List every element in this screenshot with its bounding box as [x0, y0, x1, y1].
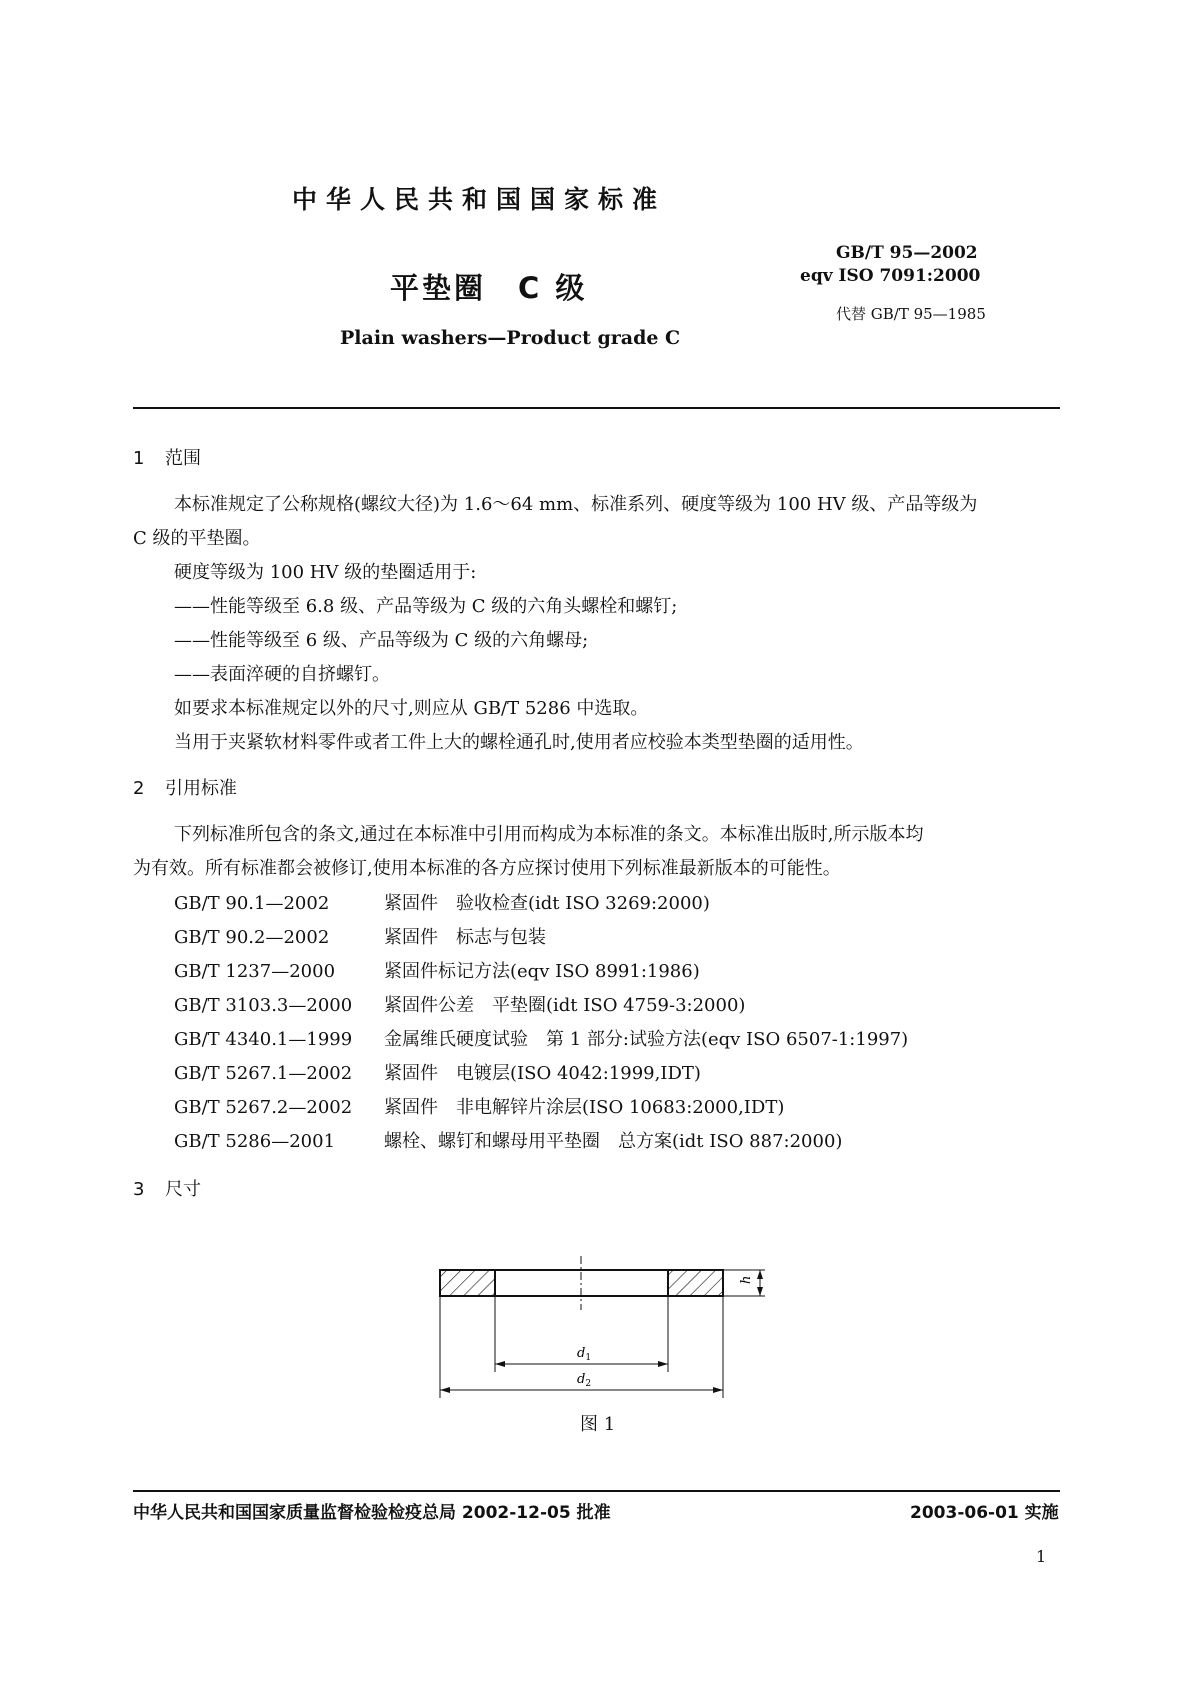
paragraph: 本标准规定了公称规格(螺纹大径)为 1.6～64 mm、标准系列、硬度等级为 100 HV 级、产品等级为: [174, 494, 978, 515]
header-divider: [133, 407, 1060, 409]
paragraph: 如要求本标准规定以外的尺寸,则应从 GB/T 5286 中选取。: [174, 698, 649, 719]
reference-code: GB/T 5286—2001: [174, 1131, 336, 1152]
d2-arrow-right: [713, 1387, 723, 1393]
page-number: 1: [1036, 1547, 1047, 1566]
document-title-en: Plain washers—Product grade C: [340, 327, 681, 349]
paragraph: 当用于夹紧软材料零件或者工件上大的螺栓通孔时,使用者应校验本类型垫圈的适用性。: [174, 732, 864, 753]
section-number: 2: [133, 778, 145, 799]
figure-caption: 图 1: [580, 1414, 616, 1435]
reference-item: [174, 1025, 908, 1051]
reference-item: [174, 923, 546, 949]
washer-section-right: [668, 1270, 723, 1296]
d1-arrow-right: [658, 1361, 668, 1367]
reference-item: [174, 991, 745, 1017]
reference-title: 金属维氏硬度试验 第 1 部分:试验方法(eqv ISO 6507-1:1997): [384, 1029, 909, 1050]
implementation-date: 2003-06-01 实施: [910, 1503, 1059, 1523]
standard-equivalence: eqv ISO 7091:2000: [800, 266, 981, 286]
section-title: 范围: [165, 448, 201, 469]
reference-title: 紧固件 验收检查(idt ISO 3269:2000): [384, 893, 710, 914]
standard-replaces: 代替 GB/T 95—1985: [836, 305, 986, 323]
list-item: ——性能等级至 6 级、产品等级为 C 级的六角螺母;: [174, 630, 589, 651]
paragraph: 下列标准所包含的条文,通过在本标准中引用而构成为本标准的条文。本标准出版时,所示版本均: [174, 824, 924, 845]
list-item: ——性能等级至 6.8 级、产品等级为 C 级的六角头螺栓和螺钉;: [174, 596, 678, 617]
list-item: ——表面淬硬的自挤螺钉。: [174, 664, 390, 685]
reference-code: GB/T 1237—2000: [174, 961, 336, 982]
approval-text: 中华人民共和国国家质量监督检验检疫总局 2002-12-05 批准: [133, 1503, 611, 1523]
paragraph: C 级的平垫圈。: [133, 528, 261, 549]
d1-label: $d_1$: [577, 1346, 592, 1363]
reference-code: GB/T 5267.2—2002: [174, 1097, 353, 1118]
paragraph: 为有效。所有标准都会被修订,使用本标准的各方应探讨使用下列标准最新版本的可能性。: [133, 858, 841, 879]
national-standard-heading: 中华人民共和国国家标准: [292, 185, 667, 214]
reference-item: [174, 889, 710, 915]
section-heading-dimensions: [133, 1175, 201, 1201]
reference-code: GB/T 90.1—2002: [174, 893, 330, 914]
h-arrow-top: [757, 1270, 763, 1279]
standard-number: GB/T 95—2002: [836, 243, 978, 263]
section-heading-scope: [133, 444, 201, 470]
reference-code: GB/T 5267.1—2002: [174, 1063, 353, 1084]
reference-title: 紧固件标记方法(eqv ISO 8991:1986): [384, 961, 700, 982]
washer-section-left: [440, 1270, 495, 1296]
reference-title: 紧固件公差 平垫圈(idt ISO 4759-3:2000): [384, 995, 746, 1016]
d2-arrow-left: [440, 1387, 450, 1393]
footer-divider: [133, 1490, 1060, 1492]
section-title: 尺寸: [165, 1179, 201, 1200]
reference-title: 螺栓、螺钉和螺母用平垫圈 总方案(idt ISO 887:2000): [384, 1131, 843, 1152]
paragraph: 硬度等级为 100 HV 级的垫圈适用于:: [174, 562, 477, 583]
reference-code: GB/T 90.2—2002: [174, 927, 330, 948]
d1-arrow-left: [495, 1361, 505, 1367]
section-number: 3: [133, 1179, 145, 1200]
d2-label: $d_2$: [577, 1372, 592, 1389]
reference-title: 紧固件 非电解锌片涂层(ISO 10683:2000,IDT): [384, 1097, 785, 1118]
reference-item: [174, 1059, 701, 1085]
washer-figure: [420, 1240, 780, 1400]
h-arrow-bottom: [757, 1287, 763, 1296]
section-number: 1: [133, 448, 145, 469]
reference-code: GB/T 4340.1—1999: [174, 1029, 353, 1050]
reference-item: [174, 1093, 784, 1119]
h-label: h: [739, 1275, 754, 1284]
reference-code: GB/T 3103.3—2000: [174, 995, 353, 1016]
reference-item: [174, 1127, 842, 1153]
reference-title: 紧固件 标志与包装: [384, 927, 546, 948]
reference-item: [174, 957, 700, 983]
section-heading-references: [133, 774, 237, 800]
section-title: 引用标准: [165, 778, 237, 799]
reference-title: 紧固件 电镀层(ISO 4042:1999,IDT): [384, 1063, 701, 1084]
document-title-cn: 平垫圈 C 级: [390, 271, 588, 305]
